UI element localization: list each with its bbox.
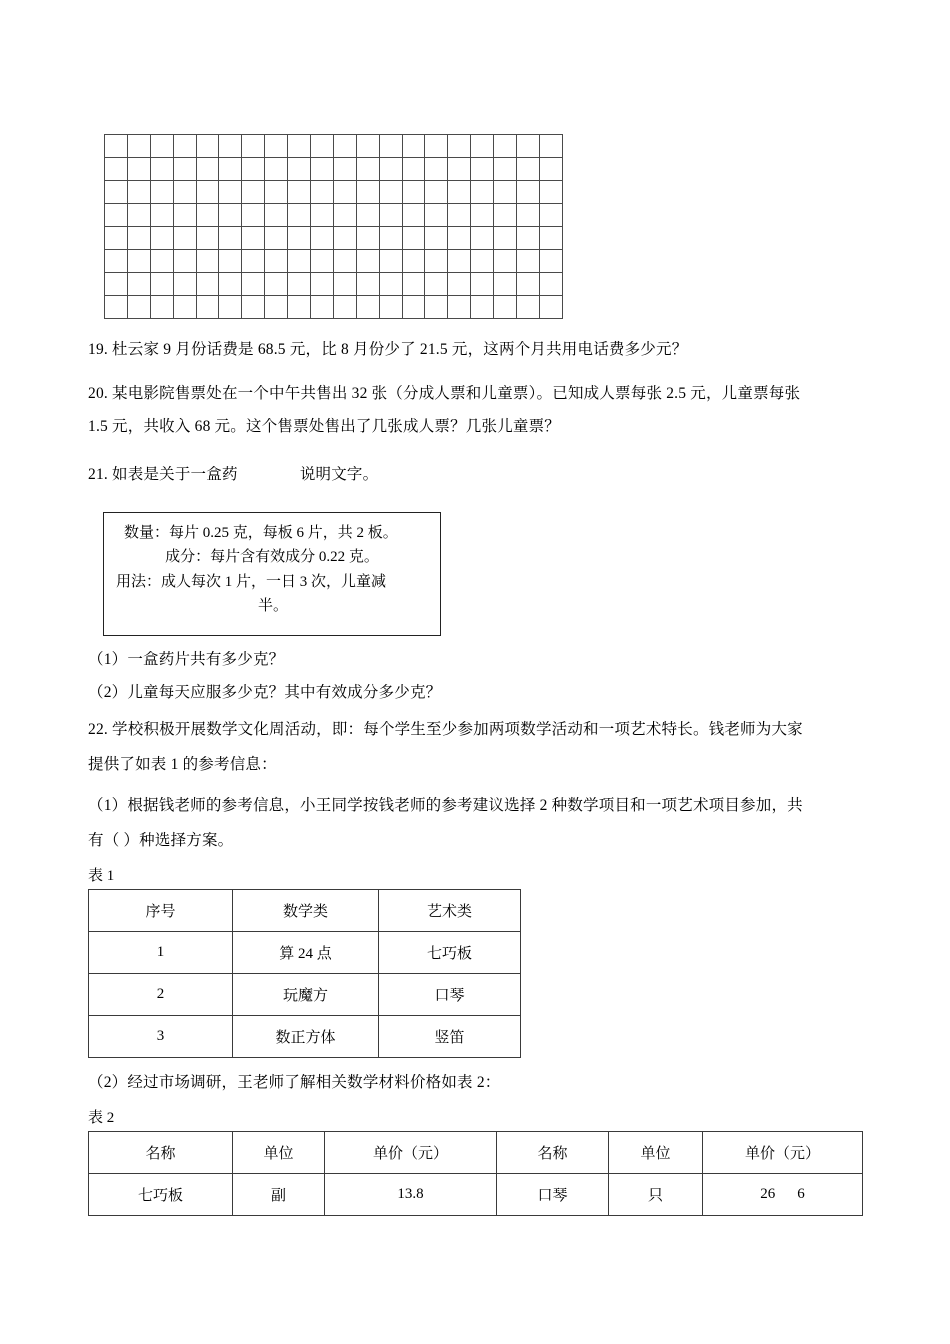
answer-grid-cell[interactable] [105,250,128,273]
answer-grid-cell[interactable] [425,250,448,273]
answer-grid-row [105,135,563,158]
answer-grid-cell[interactable] [288,135,311,158]
answer-grid-cell[interactable] [288,296,311,319]
answer-grid-cell[interactable] [379,204,402,227]
answer-grid-cell[interactable] [127,227,150,250]
answer-grid-cell[interactable] [356,227,379,250]
answer-grid-cell[interactable] [333,181,356,204]
answer-grid-cell[interactable] [517,296,540,319]
table1-header-math: 数学类 [233,890,379,932]
answer-grid-cell[interactable] [356,296,379,319]
table1-cell-index: 3 [89,1016,233,1058]
answer-grid-cell[interactable] [539,204,562,227]
answer-grid-cell[interactable] [219,273,242,296]
table1-cell-math: 算 24 点 [233,932,379,974]
table2-cell-price-1: 13.8 [325,1174,497,1216]
answer-grid-cell[interactable] [494,135,517,158]
medicine-quantity-line: 数量：每片 0.25 克，每板 6 片，共 2 板。 [124,525,398,541]
answer-grid-cell[interactable] [219,135,242,158]
answer-grid-cell[interactable] [539,273,562,296]
answer-grid-cell[interactable] [311,227,334,250]
answer-grid-cell[interactable] [288,250,311,273]
question-21-sub-1: （1）一盒药片共有多少克？ [88,651,285,668]
answer-grid-cell[interactable] [471,204,494,227]
answer-grid-cell[interactable] [173,273,196,296]
answer-grid-cell[interactable] [471,250,494,273]
answer-grid-cell[interactable] [150,250,173,273]
question-22-sub-2: （2）经过市场调研，王老师了解相关数学材料价格如表 2： [88,1074,501,1091]
answer-grid-cell[interactable] [356,273,379,296]
answer-grid-cell[interactable] [105,273,128,296]
answer-grid-cell[interactable] [356,204,379,227]
answer-grid-cell[interactable] [425,135,448,158]
answer-grid-cell[interactable] [539,250,562,273]
answer-grid-table [104,134,563,319]
answer-grid-cell[interactable] [196,273,219,296]
answer-grid-cell[interactable] [471,227,494,250]
answer-grid-cell[interactable] [425,227,448,250]
answer-grid-cell[interactable] [127,204,150,227]
table2-header-unit-1: 单位 [233,1132,325,1174]
answer-grid-cell[interactable] [471,135,494,158]
answer-grid-cell[interactable] [539,135,562,158]
question-20-line-1: 20. 某电影院售票处在一个中午共售出 32 张（分成人票和儿童票）。已知成人票每张 2.5 元，儿童票每张 [88,385,801,402]
answer-grid-cell[interactable] [265,273,288,296]
answer-grid-cell[interactable] [288,181,311,204]
table-row [89,1016,521,1058]
answer-grid-cell[interactable] [173,250,196,273]
table-row-header [89,1132,863,1174]
answer-grid-cell[interactable] [448,181,471,204]
answer-grid-cell[interactable] [127,296,150,319]
answer-grid-cell[interactable] [219,158,242,181]
answer-grid-cell[interactable] [379,158,402,181]
answer-grid-cell[interactable] [311,273,334,296]
answer-grid-cell[interactable] [448,296,471,319]
answer-grid-cell[interactable] [402,296,425,319]
question-22-sub-1-line-2: 有（ ）种选择方案。 [88,832,234,849]
answer-grid-cell[interactable] [196,296,219,319]
answer-grid-cell[interactable] [333,250,356,273]
answer-grid-cell[interactable] [356,181,379,204]
answer-grid-cell[interactable] [196,227,219,250]
answer-grid-cell[interactable] [448,158,471,181]
table1-caption: 表 1 [88,868,115,884]
answer-grid-cell[interactable] [448,227,471,250]
answer-grid-cell[interactable] [196,135,219,158]
answer-grid-cell[interactable] [402,181,425,204]
answer-grid-cell[interactable] [265,296,288,319]
table-row [89,932,521,974]
answer-grid-cell[interactable] [127,250,150,273]
answer-grid-cell[interactable] [494,204,517,227]
answer-grid-cell[interactable] [539,296,562,319]
answer-grid-cell[interactable] [379,250,402,273]
answer-grid-cell[interactable] [425,296,448,319]
answer-grid-cell[interactable] [494,181,517,204]
table-row [89,974,521,1016]
medicine-composition-line: 成分：每片含有效成分 0.22 克。 [165,549,379,566]
table2-cell-price-2 [703,1174,863,1216]
answer-grid-cell[interactable] [311,135,334,158]
answer-grid-cell[interactable] [494,227,517,250]
answer-grid-cell[interactable] [539,227,562,250]
answer-grid-cell[interactable] [425,273,448,296]
answer-grid-cell[interactable] [173,204,196,227]
medicine-usage-line [114,570,430,619]
answer-grid-cell[interactable] [265,227,288,250]
table1-cell-art: 竖笛 [379,1016,521,1058]
answer-grid-cell[interactable] [494,158,517,181]
answer-grid-row [105,250,563,273]
answer-grid-cell[interactable] [311,296,334,319]
answer-grid-cell[interactable] [150,204,173,227]
table1-cell-index: 1 [89,932,233,974]
answer-grid-cell[interactable] [333,296,356,319]
answer-grid-cell[interactable] [288,158,311,181]
answer-grid-cell[interactable] [242,181,265,204]
answer-grid-cell[interactable] [265,204,288,227]
table1-cell-art: 七巧板 [379,932,521,974]
answer-grid-cell[interactable] [471,273,494,296]
answer-grid-cell[interactable] [494,250,517,273]
answer-grid-cell[interactable] [333,158,356,181]
answer-grid-cell[interactable] [356,135,379,158]
answer-grid-cell[interactable] [311,158,334,181]
table-1 [88,889,521,1058]
answer-grid-cell[interactable] [379,181,402,204]
answer-grid-cell[interactable] [150,273,173,296]
table2-caption: 表 2 [88,1110,115,1126]
answer-grid-cell[interactable] [333,227,356,250]
answer-grid-cell[interactable] [356,158,379,181]
answer-grid-cell[interactable] [105,181,128,204]
question-21-stem [88,464,378,486]
table2-cell-name-2: 口琴 [497,1174,609,1216]
answer-grid-cell[interactable] [539,158,562,181]
table2-header-price-2: 单价（元） [703,1132,863,1174]
answer-grid-cell[interactable] [379,135,402,158]
answer-grid-cell[interactable] [517,181,540,204]
answer-grid-cell[interactable] [127,273,150,296]
medicine-usage-tail: 半。 [257,597,288,614]
answer-grid-row [105,273,563,296]
table1-cell-art: 口琴 [379,974,521,1016]
table2-cell-unit-1: 副 [233,1174,325,1216]
answer-grid-cell[interactable] [265,250,288,273]
answer-grid-cell[interactable] [356,250,379,273]
answer-grid-cell[interactable] [517,204,540,227]
answer-grid-row [105,296,563,319]
table1-header-art: 艺术类 [379,890,521,932]
answer-grid-cell[interactable] [219,181,242,204]
answer-grid-cell[interactable] [539,181,562,204]
answer-grid-cell[interactable] [288,273,311,296]
table2-price-2-part-b: 6 [797,1186,805,1202]
answer-grid-cell[interactable] [471,158,494,181]
answer-grid-cell[interactable] [219,250,242,273]
question-22-line-1: 22. 学校积极开展数学文化周活动，即：每个学生至少参加两项数学活动和一项艺术特长。钱老师为大家 [88,721,803,738]
answer-grid-cell[interactable] [402,158,425,181]
answer-grid-cell[interactable] [379,273,402,296]
answer-grid-cell[interactable] [517,273,540,296]
answer-grid-row [105,227,563,250]
answer-grid-cell[interactable] [494,273,517,296]
answer-grid-row [105,204,563,227]
answer-grid-cell[interactable] [173,296,196,319]
answer-grid-cell[interactable] [402,227,425,250]
answer-grid-cell[interactable] [425,158,448,181]
answer-grid-cell[interactable] [173,227,196,250]
table1-cell-math: 数正方体 [233,1016,379,1058]
table-row [89,1174,863,1216]
answer-grid-cell[interactable] [173,135,196,158]
answer-grid-cell[interactable] [150,296,173,319]
answer-grid-cell[interactable] [471,181,494,204]
answer-grid-cell[interactable] [219,204,242,227]
answer-grid-cell[interactable] [448,273,471,296]
answer-grid-cell[interactable] [517,250,540,273]
answer-grid [104,134,562,318]
answer-grid-cell[interactable] [150,135,173,158]
answer-grid-cell[interactable] [333,135,356,158]
question-22-sub-1-line-1: （1）根据钱老师的参考信息，小王同学按钱老师的参考建议选择 2 种数学项目和一项艺术项目参加，共 [88,797,803,814]
question-20-line-2: 1.5 元，共收入 68 元。这个售票处售出了几张成人票？几张儿童票？ [88,418,561,435]
answer-grid-cell[interactable] [425,204,448,227]
answer-grid-cell[interactable] [219,296,242,319]
table1-cell-index: 2 [89,974,233,1016]
answer-grid-cell[interactable] [288,227,311,250]
answer-grid-cell[interactable] [219,227,242,250]
answer-grid-cell[interactable] [173,181,196,204]
answer-grid-cell[interactable] [448,204,471,227]
answer-grid-row [105,181,563,204]
table2-header-name-2: 名称 [497,1132,609,1174]
answer-grid-cell[interactable] [517,158,540,181]
table2-header-name-1: 名称 [89,1132,233,1174]
table2-header-price-1: 单价（元） [325,1132,497,1174]
answer-grid-cell[interactable] [494,296,517,319]
answer-grid-cell[interactable] [242,227,265,250]
answer-grid-cell[interactable] [150,181,173,204]
answer-grid-cell[interactable] [265,181,288,204]
answer-grid-cell[interactable] [242,135,265,158]
question-21-stem-head: 21. 如表是关于一盒药 [88,466,238,483]
answer-grid-cell[interactable] [333,273,356,296]
question-21-sub-2: （2）儿童每天应服多少克？其中有效成分多少克？ [88,684,442,701]
answer-grid-cell[interactable] [265,158,288,181]
answer-grid-cell[interactable] [196,158,219,181]
table2-price-2-part-a: 26 [760,1186,776,1202]
answer-grid-cell[interactable] [196,204,219,227]
answer-grid-cell[interactable] [105,135,128,158]
answer-grid-cell[interactable] [311,204,334,227]
answer-grid-cell[interactable] [105,158,128,181]
answer-grid-cell[interactable] [242,250,265,273]
table1-header-index: 序号 [89,890,233,932]
answer-grid-cell[interactable] [150,227,173,250]
answer-grid-cell[interactable] [402,273,425,296]
answer-grid-cell[interactable] [402,135,425,158]
answer-grid-cell[interactable] [311,250,334,273]
question-21-stem-tail: 说明文字。 [299,466,379,483]
answer-grid-cell[interactable] [517,227,540,250]
table-2 [88,1131,863,1216]
answer-grid-cell[interactable] [402,204,425,227]
answer-grid-cell[interactable] [288,204,311,227]
answer-grid-cell[interactable] [448,135,471,158]
medicine-info-box [103,512,441,636]
answer-grid-cell[interactable] [196,181,219,204]
table2-cell-unit-2: 只 [609,1174,703,1216]
answer-grid-cell[interactable] [242,296,265,319]
answer-grid-cell[interactable] [448,250,471,273]
medicine-usage-text: 用法：成人每次 1 片，一日 3 次，儿童减 [116,573,387,590]
answer-grid-cell[interactable] [105,227,128,250]
answer-grid-cell[interactable] [150,158,173,181]
table2-cell-name-1: 七巧板 [89,1174,233,1216]
answer-grid-cell[interactable] [127,181,150,204]
question-19-text: 19. 杜云家 9 月份话费是 68.5 元，比 8 月份少了 21.5 元，这两个月共用电话费多少元？ [88,341,688,358]
answer-grid-cell[interactable] [242,204,265,227]
table1-cell-math: 玩魔方 [233,974,379,1016]
answer-grid-cell[interactable] [105,296,128,319]
answer-grid-cell[interactable] [105,204,128,227]
answer-grid-row [105,158,563,181]
answer-grid-cell[interactable] [173,158,196,181]
answer-grid-cell[interactable] [333,204,356,227]
answer-grid-cell[interactable] [242,158,265,181]
answer-grid-cell[interactable] [425,181,448,204]
answer-grid-cell[interactable] [379,227,402,250]
answer-grid-cell[interactable] [127,135,150,158]
answer-grid-cell[interactable] [517,135,540,158]
answer-grid-cell[interactable] [265,135,288,158]
answer-grid-cell[interactable] [242,273,265,296]
question-22-line-2: 提供了如表 1 的参考信息： [88,756,277,773]
answer-grid-cell[interactable] [127,158,150,181]
table-row-header [89,890,521,932]
answer-grid-cell[interactable] [196,250,219,273]
table2-header-unit-2: 单位 [609,1132,703,1174]
answer-grid-cell[interactable] [311,181,334,204]
answer-grid-cell[interactable] [402,250,425,273]
answer-grid-cell[interactable] [471,296,494,319]
answer-grid-cell[interactable] [379,296,402,319]
